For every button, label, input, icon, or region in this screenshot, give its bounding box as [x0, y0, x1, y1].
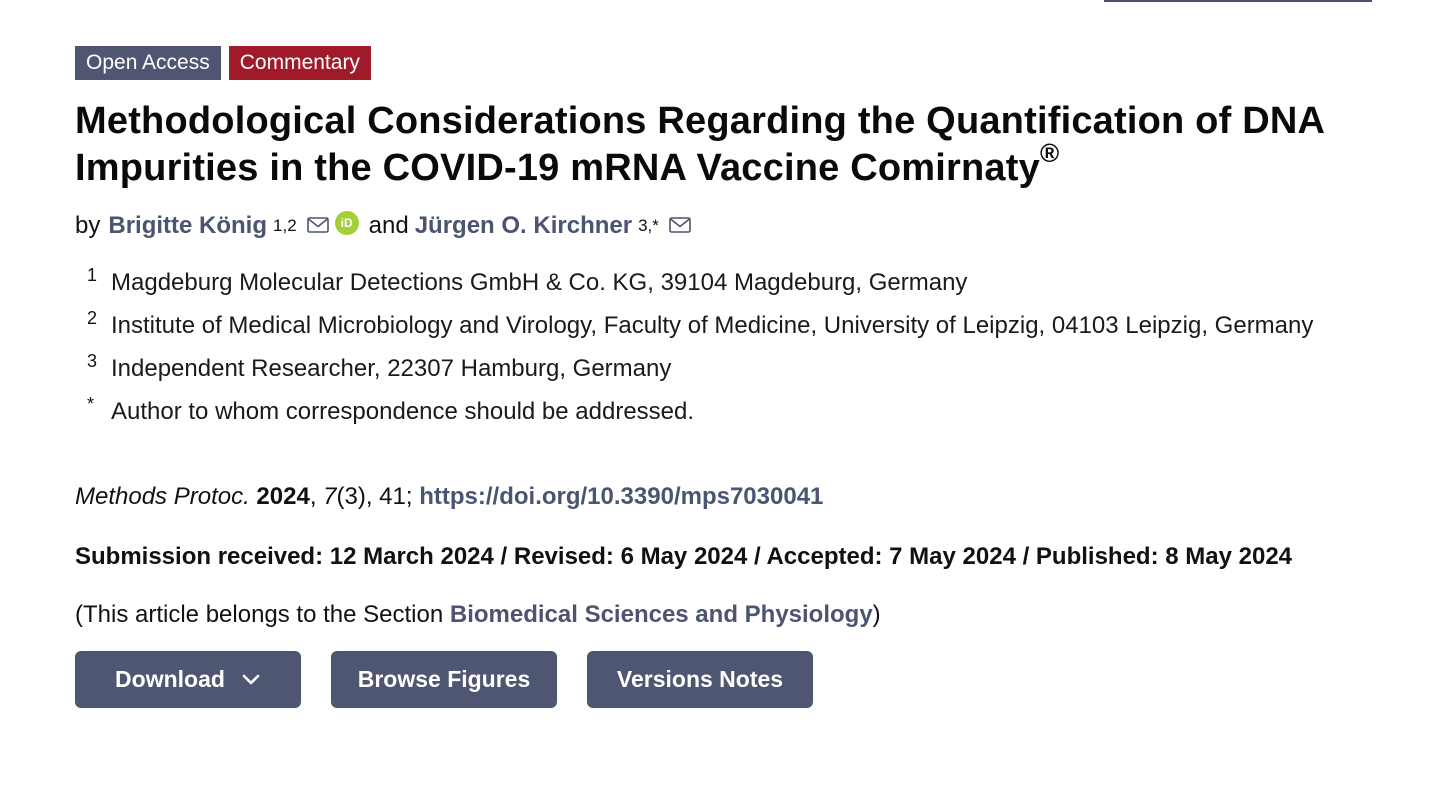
- top-divider: [1104, 0, 1372, 2]
- section-line: [75, 601, 1405, 629]
- affiliations-list: [75, 265, 1405, 441]
- affiliation-item: [87, 265, 1405, 312]
- badge-row: [75, 46, 1405, 80]
- section-suffix: ): [872, 601, 881, 628]
- versions-notes-button[interactable]: [587, 651, 813, 708]
- envelope-icon[interactable]: [669, 216, 691, 234]
- section-link[interactable]: Biomedical Sciences and Physiology: [449, 601, 873, 628]
- journal-name: Methods Protoc.: [75, 483, 250, 510]
- affiliation-text: Independent Researcher, 22307 Hamburg, Germany: [111, 355, 672, 382]
- affiliation-text: Institute of Medical Microbiology and Virology, Faculty of Medicine, University of Leipzig, 04103 Leipzig, Germany: [111, 312, 1314, 339]
- open-access-badge[interactable]: Open Access: [75, 46, 221, 80]
- browse-figures-button[interactable]: [331, 651, 557, 708]
- versions-notes-label: Versions Notes: [616, 666, 784, 692]
- affiliation-item: [87, 394, 1405, 441]
- affiliation-text: Magdeburg Molecular Detections GmbH & Co. KG, 39104 Magdeburg, Germany: [111, 269, 968, 296]
- author-affiliation-kirchner: 3,*: [638, 216, 659, 235]
- article-title: [75, 98, 1405, 192]
- affiliation-item: [87, 351, 1405, 398]
- author-line: [75, 212, 1405, 241]
- author-name-kirchner[interactable]: Jürgen O. Kirchner: [414, 212, 633, 239]
- article-type-badge: Commentary: [229, 46, 371, 80]
- section-prefix: (This article belongs to the Section: [75, 601, 450, 628]
- affiliation-number: *: [87, 394, 95, 414]
- author-name-koenig[interactable]: Brigitte König: [108, 212, 268, 239]
- registered-mark: ®: [1039, 138, 1060, 169]
- envelope-icon[interactable]: [307, 216, 329, 234]
- article-header: [75, 46, 1405, 708]
- doi-link[interactable]: https://doi.org/10.3390/mps7030041: [419, 483, 824, 510]
- citation-separator: ,: [309, 483, 324, 510]
- orcid-icon[interactable]: iD: [335, 211, 359, 235]
- affiliation-number: 2: [87, 308, 98, 328]
- by-label: by: [75, 212, 101, 239]
- affiliation-item: [87, 308, 1405, 355]
- citation-year: 2024: [256, 483, 310, 510]
- affiliation-number: 3: [87, 351, 98, 371]
- author-affiliation-koenig: 1,2: [273, 216, 297, 235]
- download-button-label: Download: [115, 666, 225, 692]
- chevron-down-icon: [241, 673, 261, 687]
- article-title-text: Methodological Considerations Regarding the Quantification of DNA Impurities in the COVID-19 mRNA Vaccine Comirnaty: [75, 100, 1324, 189]
- download-button[interactable]: [75, 651, 301, 708]
- citation-line: [75, 483, 1405, 511]
- submission-dates: Submission received: 12 March 2024 / Revised: 6 May 2024 / Accepted: 7 May 2024 / Published: 8 May 2024: [75, 543, 1293, 570]
- citation-volume: 7: [323, 483, 337, 510]
- affiliation-text: Author to whom correspondence should be addressed.: [111, 398, 695, 425]
- browse-figures-label: Browse Figures: [357, 666, 531, 692]
- affiliation-number: 1: [87, 265, 98, 285]
- citation-issue-pages: (3), 41;: [336, 483, 420, 510]
- action-buttons: [75, 651, 1405, 708]
- and-label: and: [368, 212, 409, 239]
